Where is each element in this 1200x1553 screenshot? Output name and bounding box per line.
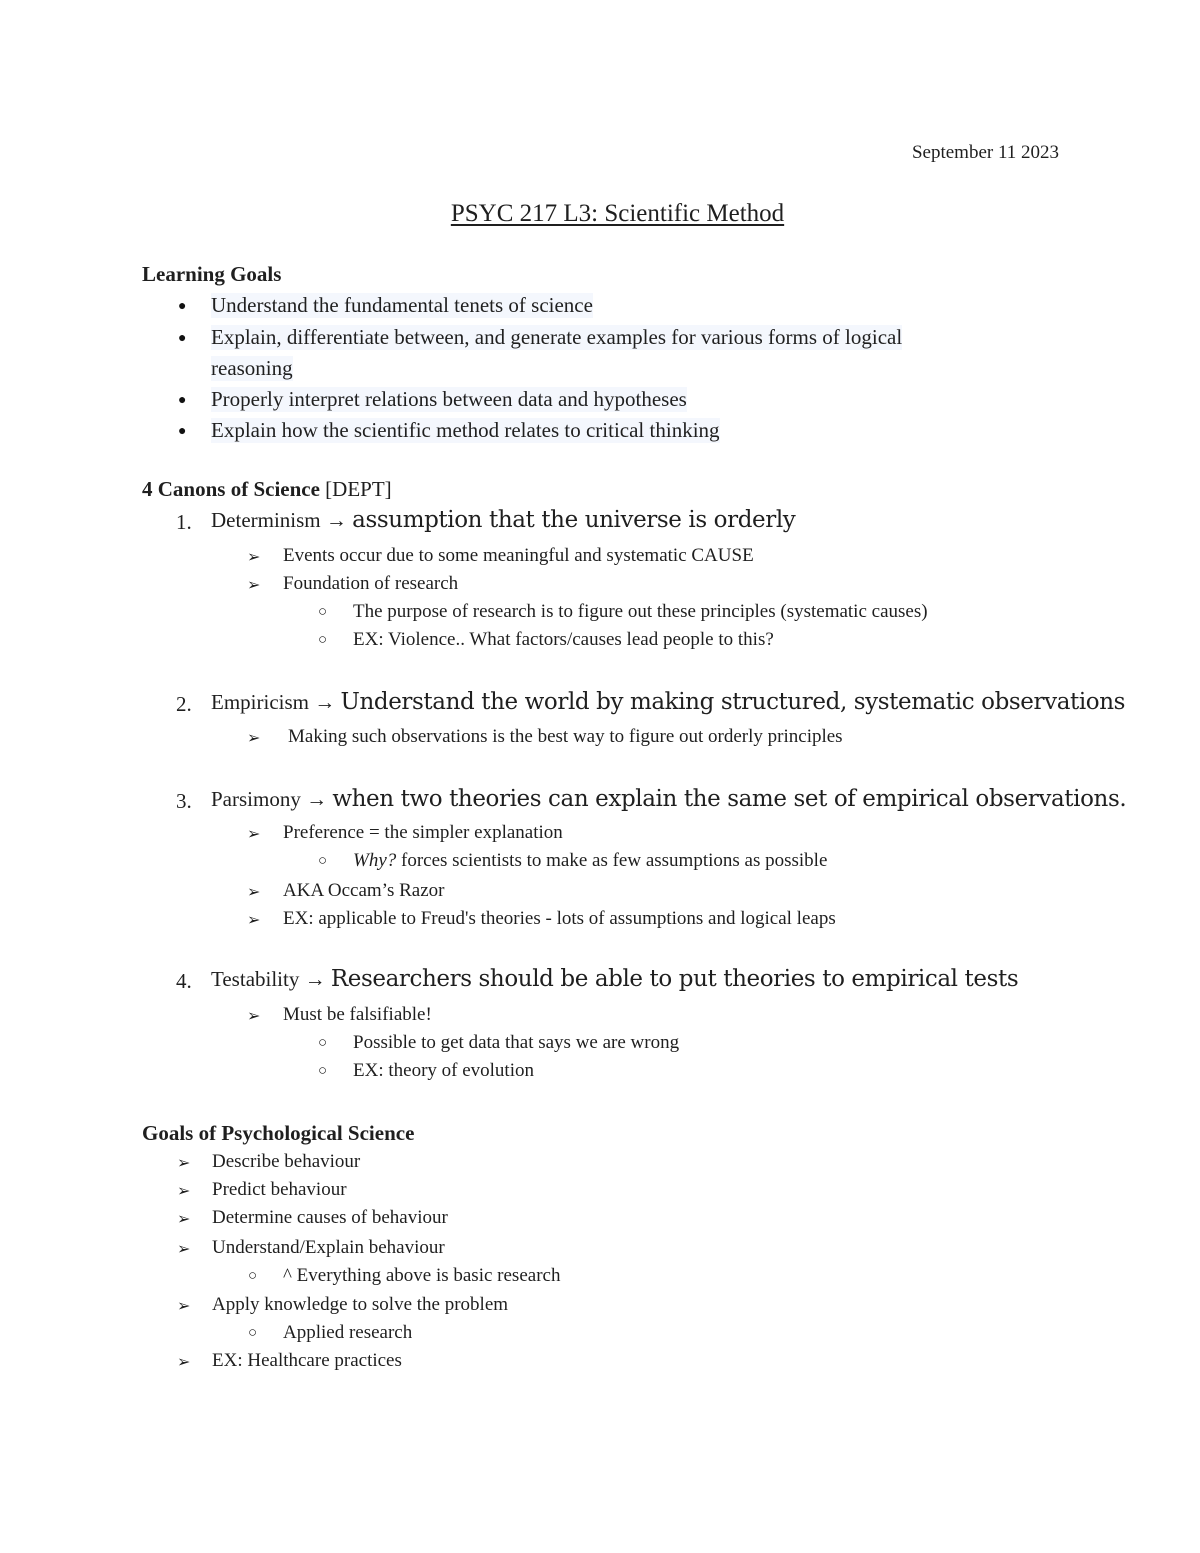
canons-heading	[142, 477, 392, 502]
circle-bullet-icon: ○	[318, 632, 328, 648]
goal-item: Determine causes of behaviour	[212, 1207, 448, 1228]
canon-number: 2.	[176, 692, 192, 716]
arrow-bullet-icon: ➢	[177, 1354, 191, 1371]
arrow-bullet-icon: ➢	[177, 1211, 191, 1228]
goal-item: Apply knowledge to solve the problem	[212, 1294, 509, 1315]
canon-definition: when two theories can explain the same set of empirical observations.	[332, 786, 1127, 812]
canon-term: Testability	[211, 967, 300, 991]
learning-goals-heading: Learning Goals	[142, 262, 282, 286]
canon-definition: Understand the world by making structured, systematic observations	[340, 689, 1126, 715]
circle-bullet-icon: ○	[318, 1035, 328, 1051]
sub-item: Preference = the simpler explanation	[283, 822, 563, 843]
bullet-dot-icon: ●	[178, 299, 187, 314]
learning-goal-item: Understand the fundamental tenets of science	[211, 293, 593, 317]
sub-sub-item: EX: theory of evolution	[353, 1060, 534, 1081]
circle-bullet-icon: ○	[248, 1325, 258, 1341]
arrow-icon: →	[309, 690, 341, 714]
circle-bullet-icon: ○	[248, 1268, 258, 1284]
arrow-bullet-icon: ➢	[247, 577, 261, 594]
circle-bullet-icon: ○	[318, 853, 328, 869]
goal-sub-item: Applied research	[283, 1322, 413, 1343]
sub-sub-item: The purpose of research is to figure out these principles (systematic causes)	[353, 601, 928, 622]
arrow-bullet-icon: ➢	[247, 730, 261, 747]
arrow-bullet-icon: ➢	[177, 1298, 191, 1315]
sub-item: AKA Occam’s Razor	[283, 880, 445, 901]
sub-sub-item	[353, 850, 827, 872]
canon-term: Empiricism	[211, 690, 309, 714]
canon-term: Parsimony	[211, 787, 301, 811]
arrow-bullet-icon: ➢	[247, 912, 261, 929]
arrow-bullet-icon: ➢	[247, 1008, 261, 1025]
canon-definition: assumption that the universe is orderly	[352, 507, 796, 533]
learning-goal-item-continued: reasoning	[211, 356, 293, 380]
goal-item: Describe behaviour	[212, 1151, 361, 1172]
arrow-bullet-icon: ➢	[247, 549, 261, 566]
sub-item: EX: applicable to Freud's theories - lots of assumptions and logical leaps	[283, 908, 836, 929]
sub-item: Making such observations is the best way to figure out orderly principles	[288, 726, 843, 747]
goal-sub-item: ^ Everything above is basic research	[283, 1265, 561, 1286]
arrow-bullet-icon: ➢	[177, 1155, 191, 1172]
arrow-icon: →	[300, 787, 333, 811]
arrow-bullet-icon: ➢	[177, 1241, 191, 1258]
page-title: PSYC 217 L3: Scientific Method	[450, 200, 785, 227]
canon-number: 3.	[176, 789, 192, 813]
arrow-bullet-icon: ➢	[247, 884, 261, 901]
arrow-bullet-icon: ➢	[247, 826, 261, 843]
canon-parsimony	[211, 786, 1126, 812]
goal-item: Predict behaviour	[212, 1179, 347, 1200]
learning-goal-item: Explain, differentiate between, and generate examples for various forms of logical	[211, 325, 903, 349]
circle-bullet-icon: ○	[318, 604, 328, 620]
circle-bullet-icon: ○	[318, 1063, 328, 1079]
sub-sub-item: EX: Violence.. What factors/causes lead people to this?	[353, 629, 774, 650]
goal-item: Understand/Explain behaviour	[212, 1237, 445, 1258]
canon-empiricism	[211, 689, 1125, 715]
canon-number: 4.	[176, 969, 192, 993]
arrow-bullet-icon: ➢	[177, 1183, 191, 1200]
canon-determinism	[211, 507, 795, 533]
canons-heading-suffix: [DEPT]	[319, 477, 392, 501]
goal-item: EX: Healthcare practices	[212, 1350, 402, 1371]
arrow-icon: →	[320, 508, 353, 532]
bullet-dot-icon: ●	[178, 331, 187, 346]
canon-term: Determinism	[211, 508, 321, 532]
sub-sub-item-rest: forces scientists to make as few assumptions as possible	[396, 850, 828, 871]
sub-item: Must be falsifiable!	[283, 1004, 432, 1025]
canons-heading-text: 4 Canons of Science	[142, 477, 320, 501]
bullet-dot-icon: ●	[178, 393, 187, 408]
learning-goal-item: Explain how the scientific method relates to critical thinking	[211, 418, 720, 442]
canon-definition: Researchers should be able to put theories to empirical tests	[330, 966, 1019, 992]
emphasis-why: Why?	[353, 850, 397, 871]
arrow-icon: →	[299, 967, 331, 991]
sub-item: Events occur due to some meaningful and systematic CAUSE	[283, 545, 754, 566]
bullet-dot-icon: ●	[178, 424, 187, 439]
sub-sub-item: Possible to get data that says we are wrong	[353, 1032, 680, 1053]
canon-number: 1.	[176, 510, 192, 534]
canon-testability	[211, 966, 1018, 992]
goals-heading: Goals of Psychological Science	[142, 1121, 415, 1145]
sub-item: Foundation of research	[283, 573, 459, 594]
date: September 11 2023	[911, 142, 1059, 163]
learning-goal-item: Properly interpret relations between data and hypotheses	[211, 387, 687, 411]
